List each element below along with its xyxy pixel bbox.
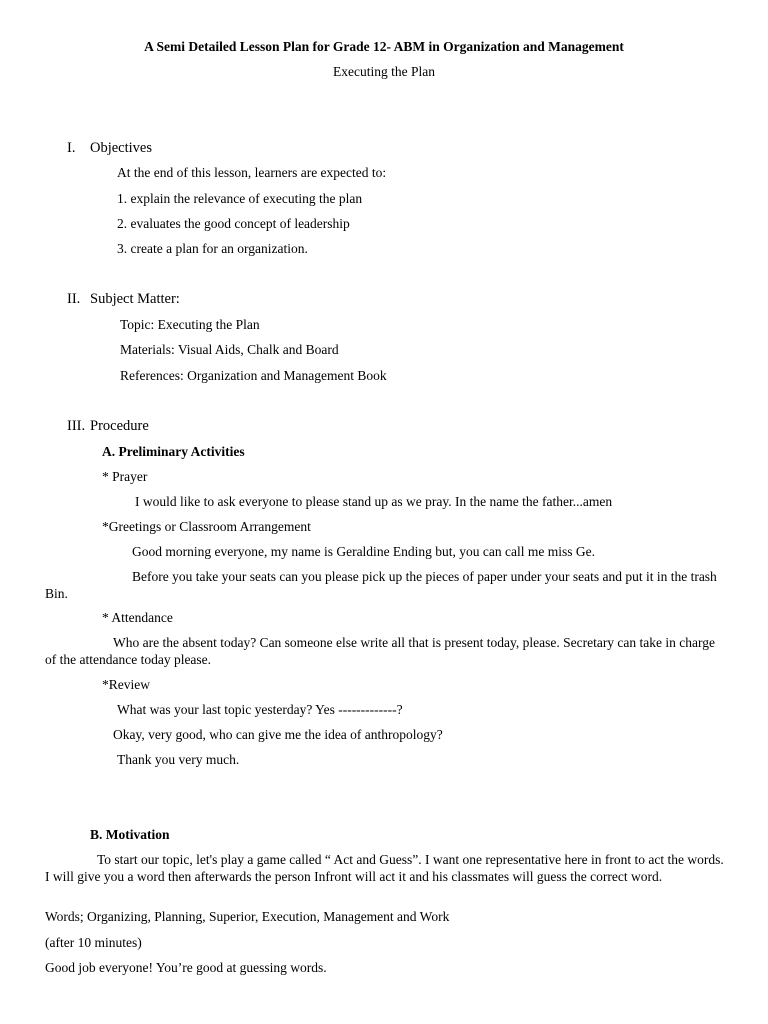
review-label: *Review xyxy=(102,677,150,692)
subsection-heading-preliminary: A. Preliminary Activities xyxy=(102,444,245,459)
motivation-intro: To start our topic, let's play a game called “ Act and Guess”. I want one representative here in front to act the words. I will give you a word then afterwards the person Infront will act it and his classmates will guess the correct word. xyxy=(45,852,724,884)
objective-item: 1. explain the relevance of executing the plan xyxy=(117,191,363,206)
objective-item: 2. evaluates the good concept of leadership xyxy=(117,216,350,231)
greetings-text: Good morning everyone, my name is Geraldine Ending but, you can call me miss Ge. xyxy=(132,544,596,559)
review-line: What was your last topic yesterday? Yes -------------? xyxy=(117,702,403,717)
subject-references: References: Organization and Management Book xyxy=(120,368,387,383)
section-numeral: III. xyxy=(67,418,86,434)
attendance-label: * Attendance xyxy=(102,610,173,625)
prayer-label: * Prayer xyxy=(102,469,148,484)
section-numeral: II. xyxy=(67,291,81,307)
subsection-heading-motivation: B. Motivation xyxy=(90,827,170,842)
subject-topic: Topic: Executing the Plan xyxy=(120,317,260,332)
greetings-instruction: Before you take your seats can you please pick up the pieces of paper under your seats and put it in the trash Bin. xyxy=(45,569,717,601)
motivation-after: (after 10 minutes) xyxy=(45,935,142,950)
motivation-words: Words; Organizing, Planning, Superior, Execution, Management and Work xyxy=(45,909,450,924)
document-subtitle: Executing the Plan xyxy=(333,64,435,79)
section-numeral: I. xyxy=(67,140,76,156)
section-heading-subject-matter: Subject Matter: xyxy=(90,291,180,307)
document-title: A Semi Detailed Lesson Plan for Grade 12- ABM in Organization and Management xyxy=(144,39,624,54)
objective-item: 3. create a plan for an organization. xyxy=(117,241,308,256)
objectives-intro: At the end of this lesson, learners are expected to: xyxy=(117,165,387,180)
attendance-text: Who are the absent today? Can someone else write all that is present today, please. Secretary can take in charge of the attendance today please. xyxy=(45,635,716,667)
review-line: Thank you very much. xyxy=(117,752,240,767)
review-line: Okay, very good, who can give me the idea of anthropology? xyxy=(113,727,443,742)
subject-materials: Materials: Visual Aids, Chalk and Board xyxy=(120,342,339,357)
greetings-label: *Greetings or Classroom Arrangement xyxy=(102,519,311,534)
motivation-closing: Good job everyone! You’re good at guessing words. xyxy=(45,960,327,975)
prayer-text: I would like to ask everyone to please stand up as we pray. In the name the father...amen xyxy=(135,494,613,509)
section-heading-procedure: Procedure xyxy=(90,418,149,434)
section-heading-objectives: Objectives xyxy=(90,140,153,156)
